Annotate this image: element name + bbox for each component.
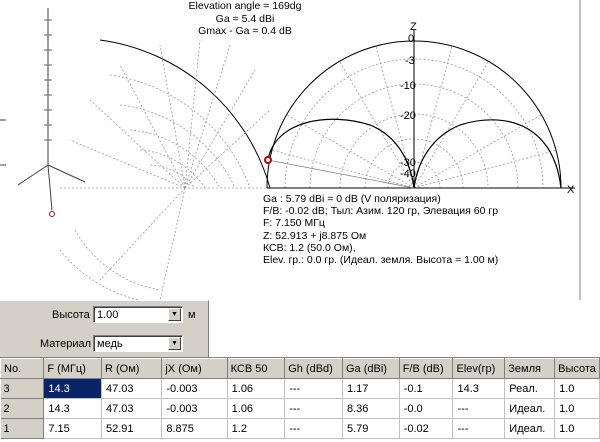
cell-swr[interactable]: 1.2	[227, 419, 285, 439]
cell-fb[interactable]: -0.02	[399, 419, 453, 439]
cell-jx[interactable]: -0.003	[162, 379, 227, 399]
col-header-fb[interactable]: F/B (dB)	[399, 359, 453, 379]
col-header-freq[interactable]: F (МГц)	[44, 359, 102, 379]
col-header-ground[interactable]: Земля	[505, 359, 555, 379]
pattern-info	[263, 193, 498, 266]
cell-ga[interactable]: 8.36	[342, 399, 399, 419]
ring-label-3: -3	[405, 55, 415, 67]
height-combobox[interactable]	[93, 306, 183, 323]
cell-jx[interactable]: 8.875	[162, 419, 227, 439]
cell-gh[interactable]: ---	[285, 399, 343, 419]
cell-elev[interactable]: ---	[453, 399, 505, 419]
material-combobox[interactable]	[93, 335, 183, 352]
ring-label-0: 0	[408, 33, 415, 45]
row-number[interactable]: 1	[1, 419, 44, 439]
col-header-ga[interactable]: Ga (dBi)	[342, 359, 399, 379]
col-header-elev[interactable]: Elev(гр)	[453, 359, 505, 379]
cell-swr[interactable]: 1.06	[227, 379, 285, 399]
info-gain: Ga : 5.79 dBi = 0 dB (V поляризация)	[263, 193, 441, 205]
height-unit: м	[188, 309, 196, 321]
ground-settings-panel	[0, 300, 209, 357]
table-row[interactable]	[1, 399, 600, 419]
material-label: Материал	[40, 338, 91, 350]
cell-elev[interactable]: ---	[453, 419, 505, 439]
cell-jx[interactable]: -0.003	[162, 399, 227, 419]
cell-fb[interactable]: -0.0	[399, 399, 453, 419]
cell-height[interactable]: 1.0	[555, 379, 600, 399]
gmax-text: Gmax - Ga = 0.4 dB	[198, 25, 292, 37]
x-axis-label: X	[567, 184, 575, 196]
col-header-gh[interactable]: Gh (dBd)	[285, 359, 343, 379]
table-row[interactable]	[1, 379, 600, 399]
elevation-angle-text: Elevation angle = 169dg	[188, 0, 302, 12]
cell-r[interactable]: 52.91	[101, 419, 161, 439]
cell-r[interactable]: 47.03	[101, 399, 161, 419]
antenna-3d-view	[0, 8, 85, 217]
cell-swr[interactable]: 1.06	[227, 399, 285, 419]
col-header-no[interactable]: No.	[1, 359, 44, 379]
cell-r[interactable]: 47.03	[101, 379, 161, 399]
height-dropdown-button[interactable]	[168, 308, 181, 321]
ga-text: Ga = 5.4 dBi	[215, 12, 275, 25]
cell-ga[interactable]: 5.79	[342, 419, 399, 439]
table-header-row	[1, 359, 600, 379]
cell-ga[interactable]: 1.17	[342, 379, 399, 399]
cell-fb[interactable]: -0.1	[399, 379, 453, 399]
cell-height[interactable]: 1.0	[555, 399, 600, 419]
results-table	[0, 358, 600, 439]
col-header-r[interactable]: R (Ом)	[101, 359, 161, 379]
ring-label-40: -40	[400, 168, 416, 180]
col-header-jx[interactable]: jX (Ом)	[162, 359, 227, 379]
ring-label-20: -20	[400, 110, 416, 122]
cell-ground[interactable]: Реал.	[505, 379, 555, 399]
row-number[interactable]: 2	[1, 399, 44, 419]
cell-ground[interactable]: Идеал.	[505, 419, 555, 439]
plot-header	[185, 0, 305, 38]
results-grid[interactable]	[0, 357, 600, 442]
cell-gh[interactable]: ---	[285, 379, 343, 399]
info-impedance: Z: 52.913 + j8.875 Ом	[263, 229, 367, 242]
col-header-swr[interactable]: КСВ 50	[227, 359, 285, 379]
row-number[interactable]: 3	[1, 379, 44, 399]
z-axis-label: Z	[410, 21, 417, 33]
chevron-down-icon: ▼	[171, 340, 178, 347]
ring-label-10: -10	[400, 80, 416, 92]
info-fb: F/B: -0.02 dB; Тыл: Азим. 120 гр, Элевация 60 гр	[263, 205, 499, 218]
cell-ground[interactable]: Идеал.	[505, 399, 555, 419]
material-dropdown-button[interactable]	[168, 337, 181, 350]
height-label: Высота	[52, 309, 90, 321]
material-value: медь	[97, 338, 123, 350]
table-row[interactable]	[1, 419, 600, 439]
cell-height[interactable]: 1.0	[555, 419, 600, 439]
info-swr: КСВ: 1.2 (50.0 Ом),	[263, 241, 356, 254]
cell-freq[interactable]: 14.3	[44, 399, 102, 419]
cell-freq[interactable]: 14.3	[44, 379, 102, 399]
col-header-height[interactable]: Высота	[555, 359, 600, 379]
cell-freq[interactable]: 7.15	[44, 419, 102, 439]
cell-gh[interactable]: ---	[285, 419, 343, 439]
cell-elev[interactable]: 14.3	[453, 379, 505, 399]
azimuth-grid	[60, 40, 270, 300]
info-freq: F: 7.150 МГц	[263, 217, 325, 230]
info-elevation: Elev. гр.: 0.0 гр. (Идеал. земля. Высота = 1.00 м)	[263, 254, 499, 267]
elevation-polar-plot	[265, 30, 575, 188]
height-value: 1.00	[97, 309, 119, 321]
chevron-down-icon: ▼	[171, 311, 178, 318]
ring-label-30: -30	[400, 157, 416, 169]
